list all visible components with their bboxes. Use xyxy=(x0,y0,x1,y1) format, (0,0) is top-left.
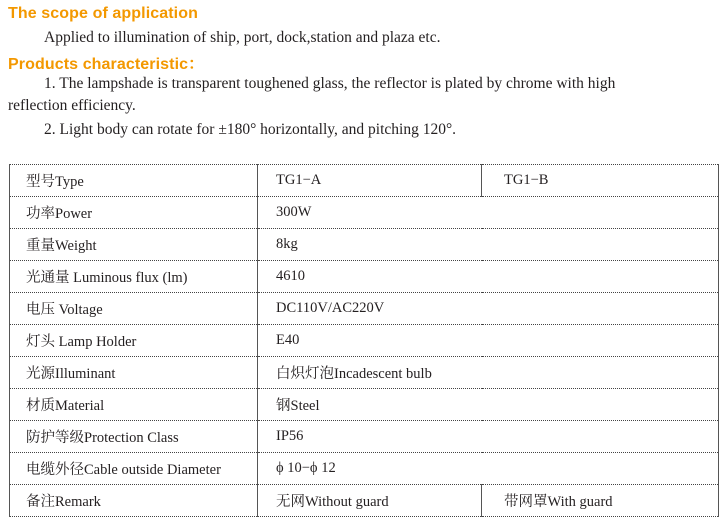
illuminant-value: 白炽灯泡Incadescent bulb xyxy=(258,357,719,389)
table-row-remark xyxy=(10,485,719,517)
remark-label: 备注Remark xyxy=(10,485,258,517)
scope-heading: The scope of application xyxy=(8,5,198,22)
characteristics-heading: Products characteristic： xyxy=(8,56,205,73)
power-value: 300W xyxy=(258,197,719,229)
table-row-cable xyxy=(10,453,719,485)
table-row-flux xyxy=(10,261,719,293)
characteristic-item-1-line-2: reflection efficiency. xyxy=(8,97,136,114)
power-label: 功率Power xyxy=(10,197,258,229)
scope-text: Applied to illumination of ship, port, dock,station and plaza etc. xyxy=(44,29,441,46)
type-value-b: TG1−B xyxy=(482,165,719,197)
weight-label: 重量Weight xyxy=(10,229,258,261)
type-label: 型号Type xyxy=(10,165,258,197)
cable-label: 电缆外径Cable outside Diameter xyxy=(10,453,258,485)
table-row-holder xyxy=(10,325,719,357)
illuminant-label: 光源Illuminant xyxy=(10,357,258,389)
voltage-value: DC110V/AC220V xyxy=(258,293,719,325)
flux-value: 4610 xyxy=(258,261,719,293)
table-row-power xyxy=(10,197,719,229)
cable-value: ϕ 10−ϕ 12 xyxy=(258,453,719,485)
characteristic-item-1-line-1: 1. The lampshade is transparent toughened glass, the reflector is plated by chrome with high xyxy=(44,75,616,92)
protection-value: IP56 xyxy=(258,421,719,453)
material-label: 材质Material xyxy=(10,389,258,421)
remark-value-b: 带网罩With guard xyxy=(482,485,719,517)
material-value: 钢Steel xyxy=(258,389,719,421)
table-row-material xyxy=(10,389,719,421)
spec-table xyxy=(9,164,719,517)
voltage-label: 电压 Voltage xyxy=(10,293,258,325)
protection-label: 防护等级Protection Class xyxy=(10,421,258,453)
characteristic-item-2: 2. Light body can rotate for ±180° horizontally, and pitching 120°. xyxy=(44,121,457,138)
table-row-weight xyxy=(10,229,719,261)
table-row-voltage xyxy=(10,293,719,325)
flux-label: 光通量 Luminous flux (lm) xyxy=(10,261,258,293)
table-row-illuminant xyxy=(10,357,719,389)
table-row-type xyxy=(10,165,719,197)
holder-value: E40 xyxy=(258,325,719,357)
holder-label: 灯头 Lamp Holder xyxy=(10,325,258,357)
remark-value-a: 无网Without guard xyxy=(258,485,482,517)
type-value-a: TG1−A xyxy=(258,165,482,197)
table-row-protection xyxy=(10,421,719,453)
weight-value: 8kg xyxy=(258,229,719,261)
